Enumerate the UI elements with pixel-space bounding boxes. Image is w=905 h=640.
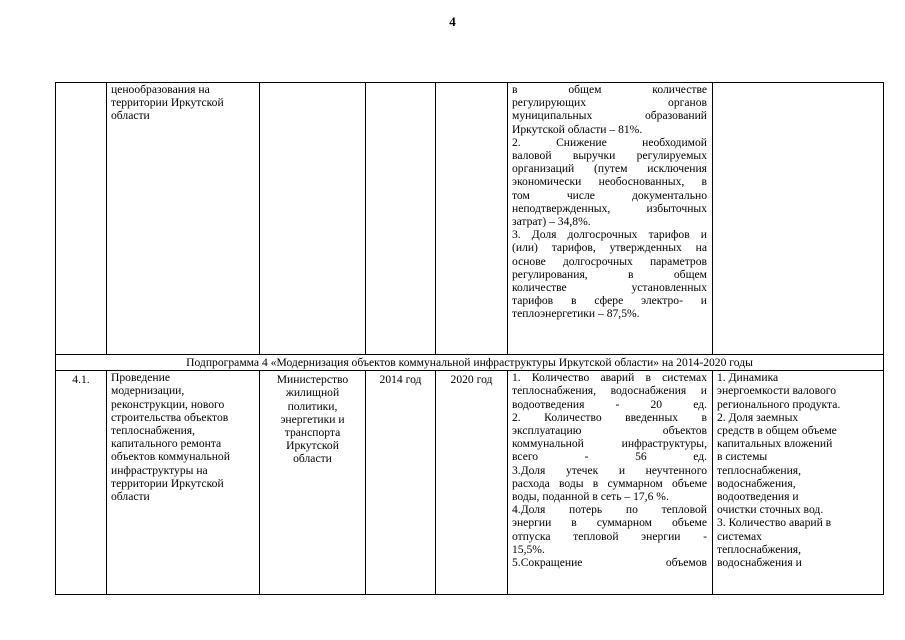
indicator-line: регионального продукта. [717,397,841,411]
indicator-line: очистки сточных вод. [717,503,824,517]
result-line: отпуска тепловой энергии - [512,529,707,543]
result-line: 3. Доля долгосрочных тарифов и [512,228,707,242]
indicator-line: в системы [717,450,768,464]
subprogram-title: Подпрограмма 4 «Модернизация объектов коммунальной инфраструктуры Иркутской области» на 2014-2020 годы [56,355,884,371]
result-line: коммунальной инфраструктуры, [512,437,707,451]
measure-line: объектов коммунальной [111,450,230,464]
measure-line: области [111,490,150,504]
result-line: муниципальных образований [512,109,707,123]
result-line: количестве установленных [512,281,707,295]
measure-line: ценообразования на [111,83,210,96]
cell-number [56,83,107,355]
executor-line: политики, [287,399,338,413]
cell-results [508,371,713,595]
indicator-line: 1. Динамика [717,371,779,385]
measure-line: модернизации, [111,384,185,398]
indicator-line: водоснабжения и [717,556,802,570]
result-line: тарифов в сфере электро- и [512,294,707,308]
result-line: затрат) – 34,8%. [512,215,591,229]
indicator-line: 3. Количество аварий в [717,516,832,530]
result-line: эксплуатацию объектов [512,424,707,438]
indicator-line: энергоемкости валового [717,384,837,398]
executor-line: энергетики и [280,412,345,426]
results-text [512,371,707,569]
result-line: расхода воды в суммарном объеме [512,476,707,490]
program-table [55,82,884,595]
executor-line: Иркутской [286,439,339,453]
result-line: водоотведения - 20 ед. [512,397,707,411]
result-line: 1. Количество аварий в системах [512,371,707,385]
measure-text [111,371,255,503]
executor-line: транспорта [284,426,341,440]
indicator-line: капитальных вложений [717,437,833,451]
cell-indicators [713,83,884,355]
result-line: всего - 56 ед. [512,450,707,464]
indicator-line: системах [717,529,762,543]
result-line: в общем количестве [512,83,707,96]
table-row-continuation [56,83,884,355]
result-line: регулирующих органов [512,96,707,110]
cell-executor [260,371,366,595]
indicators-text [717,371,879,569]
cell-start-year: 2014 год [366,371,436,595]
results-text [512,83,707,321]
cell-executor [260,83,366,355]
cell-indicators [713,371,884,595]
result-line: теплоснабжения, водоснабжения и [512,384,707,398]
measure-line: территории Иркутской [111,476,224,490]
result-line: энергии в суммарном объеме [512,516,707,530]
result-line: воды, поданной в сеть – 17,6 %. [512,490,669,504]
result-line: теплоэнергетики – 87,5%. [512,307,640,321]
executor-line: области [293,452,332,466]
indicator-line: теплоснабжения, [717,463,802,477]
indicator-line: теплоснабжения, [717,542,802,556]
result-line: Иркутской области – 81%. [512,122,643,136]
cell-end-year [436,83,508,355]
cell-measure [107,371,260,595]
cell-measure [107,83,260,355]
measure-line: теплоснабжения, [111,424,196,438]
result-line: валовой выручки регулируемых [512,149,707,163]
result-line: регулирования, в общем [512,267,707,281]
result-line: 15,5%. [512,542,545,556]
result-line: том числе документально [512,188,707,202]
result-line: организаций (путем исключения [512,162,707,176]
indicator-line: водоотведения и [717,490,799,504]
executor-line: Министерство [276,373,349,387]
row-number: 4.1. [56,371,107,595]
result-line: 5.Сокращение объемов [512,556,707,570]
cell-end-year: 2020 год [436,371,508,595]
indicator-line: 2. Доля заемных [717,410,799,424]
result-line: основе долгосрочных параметров [512,254,707,268]
measure-line: реконструкции, нового [111,397,225,411]
result-line: (или) тарифов, утвержденных на [512,241,707,255]
measure-line: области [111,109,150,123]
result-line: 2. Количество введенных в [512,410,707,424]
indicator-line: водоснабжения, [717,476,796,490]
measure-line: Проведение [111,371,170,385]
executor-text [264,373,361,465]
result-line: неподтвержденных, избыточных [512,201,707,215]
measure-line: инфраструктуры на [111,463,208,477]
executor-line: жилищной [285,386,340,400]
subprogram-header-row [56,355,884,371]
result-line: 2. Снижение необходимой [512,135,707,149]
table-row-4-1 [56,371,884,595]
cell-results [508,83,713,355]
page-number: 4 [449,14,456,29]
measure-line: территории Иркутской [111,96,224,110]
result-line: 4.Доля потерь по тепловой [512,503,707,517]
result-line: 3.Доля утечек и неучтенного [512,463,707,477]
cell-start-year [366,83,436,355]
measure-line: капитального ремонта [111,437,222,451]
measure-text [111,83,255,123]
measure-line: строительства объектов [111,410,229,424]
indicator-line: средств в общем объеме [717,424,837,438]
result-line: экономически необоснованных, в [512,175,707,189]
